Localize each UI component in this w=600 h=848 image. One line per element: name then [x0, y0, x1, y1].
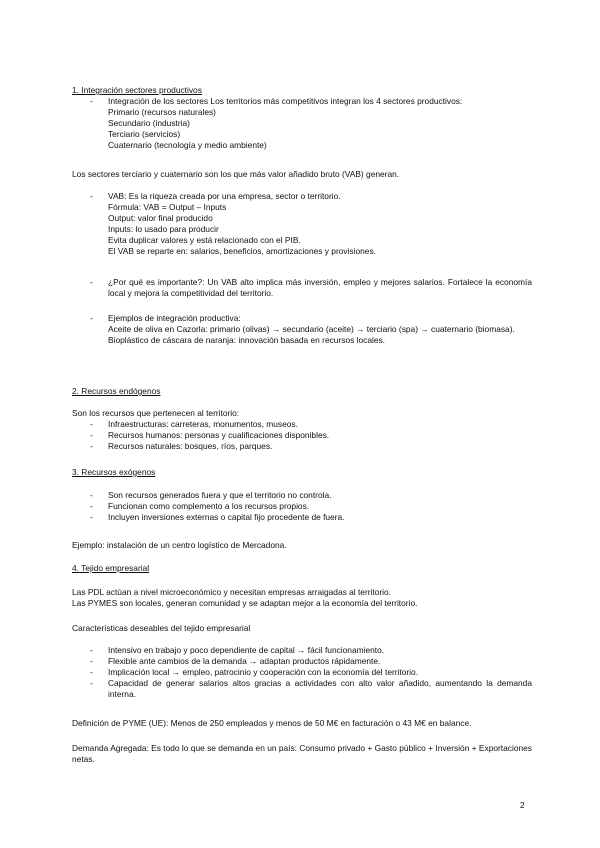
paragraph-text: Ejemplo: instalación de un centro logístico de Mercadona. [72, 540, 287, 550]
list-line: Aceite de oliva en Cazorla: primario (olivas) → secundario (aceite) → terciario (spa) → cuaternario (biomasa). [108, 324, 515, 334]
bullet-list [72, 191, 532, 257]
list-item: - Recursos humanos: personas y cualificaciones disponibles. [72, 430, 532, 441]
list-line: Output: valor final producido [108, 213, 213, 223]
section-heading: 1. Integración sectores productivos [72, 85, 202, 95]
bullet-list [72, 277, 532, 299]
vab-list [72, 191, 532, 257]
section-2-body [72, 408, 532, 452]
section-1 [72, 85, 532, 151]
list-line: Primario (recursos naturales) [108, 107, 216, 117]
example-text [72, 540, 532, 551]
list-item: - Implicación local → empleo, patrocinio y cooperación con la economía del territorio. [72, 667, 532, 678]
section-heading: 2. Recursos endógenos [72, 386, 161, 396]
list-item: - Infraestructuras: carreteras, monumentos, museos. [72, 419, 532, 430]
list-line: - Integración de los sectores Los territorios más competitivos integran los 4 sectores productivos: [108, 96, 463, 106]
section-heading: 4. Tejido empresarial [72, 563, 150, 573]
list-item [72, 191, 532, 257]
bullet-list [72, 96, 532, 151]
section-3 [72, 467, 532, 478]
list-item [72, 96, 532, 151]
list-line: Evita duplicar valores y está relacionado con el PIB. [108, 235, 301, 245]
list-line: Secundario (industria) [108, 118, 190, 128]
section-4-paragraphs [72, 587, 532, 609]
aggregate-demand [72, 743, 532, 765]
paragraph-text: Los sectores terciario y cuaternario son los que más valor añadido bruto (VAB) generan. [72, 169, 400, 179]
section-2 [72, 386, 532, 397]
page-number: 2 [520, 800, 525, 810]
list-item [72, 277, 532, 299]
list-line: - VAB: Es la riqueza creada por una empresa, sector o territorio. [108, 191, 341, 201]
bullet-list [72, 645, 532, 700]
list-line: Terciario (servicios) [108, 129, 181, 139]
paragraph-text: Las PDL actúan a nivel microeconómico y necesitan empresas arraigadas al territorio. [72, 587, 392, 597]
list-item [72, 313, 532, 346]
bullet-list [72, 313, 532, 346]
list-item: - Flexible ante cambios de la demanda → adaptan productos rápidamente. [72, 656, 532, 667]
paragraph-text: Definición de PYME (UE): Menos de 250 empleados y menos de 50 M€ en facturación o 43 M€ en balance. [72, 718, 472, 728]
list-line: Fórmula: VAB = Output – Inputs [108, 202, 227, 212]
paragraph-text: Las PYMES son locales, generan comunidad y se adaptan mejor a la economía del territorio. [72, 598, 418, 608]
examples-list [72, 313, 532, 346]
list-item: - Recursos naturales: bosques, ríos, parques. [72, 441, 532, 452]
list-item: - Incluyen inversiones externas o capital fijo procedente de fuera. [72, 512, 532, 523]
list-item: - Intensivo en trabajo y poco dependiente de capital → fácil funcionamiento. [72, 645, 532, 656]
section-4 [72, 563, 532, 574]
pyme-definition [72, 718, 532, 729]
list-item: - Funcionan como complemento a los recursos propios. [72, 501, 532, 512]
bullet-list [72, 419, 532, 452]
paragraph [72, 169, 532, 180]
paragraph-text: Son los recursos que pertenecen al territorio: [72, 408, 240, 418]
paragraph-text: Demanda Agregada: Es todo lo que se demanda en un país: Consumo privado + Gasto público + Inversión + Exportaciones netas. [72, 743, 532, 764]
subheading-block [72, 623, 532, 634]
section-4-list [72, 645, 532, 700]
list-line: El VAB se reparte en: salarios, beneficios, amortizaciones y provisiones. [108, 246, 376, 256]
section-heading: 3. Recursos exógenos [72, 467, 156, 477]
list-line: Bioplástico de cáscara de naranja: innovación basada en recursos locales. [108, 335, 386, 345]
list-line: Inputs: lo usado para producir [108, 224, 219, 234]
list-line: - Ejemplos de integración productiva: [108, 313, 241, 323]
list-line: Cuaternario (tecnología y medio ambiente) [108, 140, 267, 150]
list-item: - Capacidad de generar salarios altos gracias a actividades con alto valor añadido, aumentando la demanda interna. [72, 678, 532, 700]
list-item: - Son recursos generados fuera y que el territorio no controla. [72, 490, 532, 501]
section-3-body [72, 490, 532, 523]
importance-list [72, 277, 532, 299]
subheading: Características deseables del tejido empresarial [72, 623, 251, 633]
bullet-list [72, 490, 532, 523]
list-line: - ¿Por qué es importante?: Un VAB alto implica más inversión, empleo y mejores salarios. Fortalece la economía local y mejora la competitividad del territorio. [108, 277, 532, 298]
